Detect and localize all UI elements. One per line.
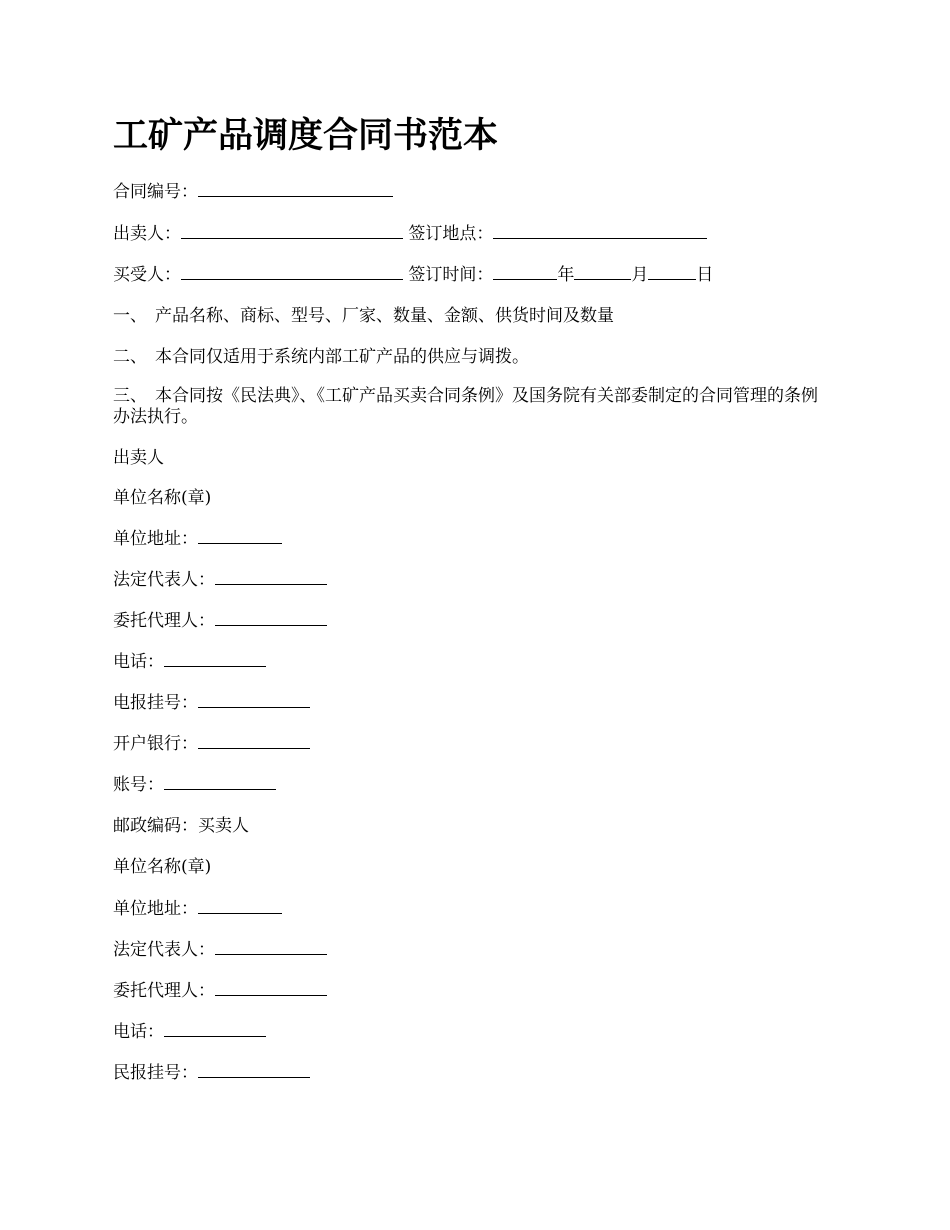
seller-label: 出卖人： [113,224,181,244]
field-label: 邮政编码：买卖人 [113,816,249,836]
month-blank[interactable] [574,264,631,280]
clause-number: 一、 [113,306,147,326]
buyer-label: 买受人： [113,265,181,285]
field-legal-rep [113,569,327,591]
field-label: 法定代表人： [113,570,215,590]
field-unit-address [113,528,282,550]
year-blank[interactable] [493,264,557,280]
seller-blank[interactable] [181,223,403,239]
clause-text: 本合同按《民法典》、《工矿产品买卖合同条例》及国务院有关部委制定的合同管理的条例办法执行。 [113,386,818,427]
contract-number-line [113,181,393,203]
field-agent-2 [113,980,327,1002]
field-unit-name [113,487,211,509]
clause-3 [113,386,829,428]
clause-text: 本合同仅适用于系统内部工矿产品的供应与调拨。 [155,347,529,367]
buyer-line [113,264,713,286]
clause-number: 二、 [113,347,147,367]
field-label: 法定代表人： [113,940,215,960]
contract-page [113,113,833,1083]
field-postcode [113,815,249,837]
clause-text: 产品名称、商标、型号、厂家、数量、金额、供货时间及数量 [155,306,614,326]
field-label: 电话： [113,652,164,672]
month-label: 月 [631,265,649,285]
field-blank[interactable] [198,1062,310,1078]
field-blank[interactable] [164,651,266,667]
field-label: 委托代理人： [113,981,215,1001]
field-blank[interactable] [215,569,327,585]
field-blank[interactable] [198,733,310,749]
field-telegraph [113,692,310,714]
buyer-blank[interactable] [181,264,403,280]
field-phone-2 [113,1021,266,1043]
field-unit-name-2 [113,856,211,878]
field-label: 委托代理人： [113,611,215,631]
field-blank[interactable] [198,898,282,914]
sign-place-label: 签订地点： [408,224,494,244]
contract-number-blank[interactable] [198,181,393,197]
field-telegraph-2 [113,1062,310,1084]
field-account [113,774,276,796]
field-label: 账号： [113,775,164,795]
field-bank [113,733,310,755]
field-label: 民报挂号： [113,1063,198,1083]
field-blank[interactable] [215,610,327,626]
sign-place-blank[interactable] [493,223,707,239]
clause-number: 三、 [113,386,147,406]
clause-2 [113,346,529,368]
field-blank[interactable] [198,692,310,708]
field-phone [113,651,266,673]
field-label: 单位地址： [113,899,198,919]
seller-heading: 出卖人 [113,448,164,468]
sign-time-label: 签订时间： [408,265,494,285]
document-title: 工矿产品调度合同书范本 [113,116,499,156]
day-label: 日 [696,265,714,285]
contract-number-label: 合同编号： [113,182,198,202]
clause-1 [113,305,614,327]
field-label: 电话： [113,1022,164,1042]
field-label: 电报挂号： [113,693,198,713]
field-label: 单位名称(章) [113,488,212,508]
field-blank[interactable] [164,1021,266,1037]
day-blank[interactable] [648,264,696,280]
year-label: 年 [557,265,575,285]
seller-line [113,223,707,245]
field-blank[interactable] [215,939,327,955]
field-label: 单位地址： [113,529,198,549]
field-label: 开户银行： [113,734,198,754]
field-blank[interactable] [198,528,282,544]
field-blank[interactable] [164,774,276,790]
field-label: 单位名称(章) [113,857,212,877]
field-unit-address-2 [113,898,282,920]
field-blank[interactable] [215,980,327,996]
field-agent [113,610,327,632]
field-legal-rep-2 [113,939,327,961]
